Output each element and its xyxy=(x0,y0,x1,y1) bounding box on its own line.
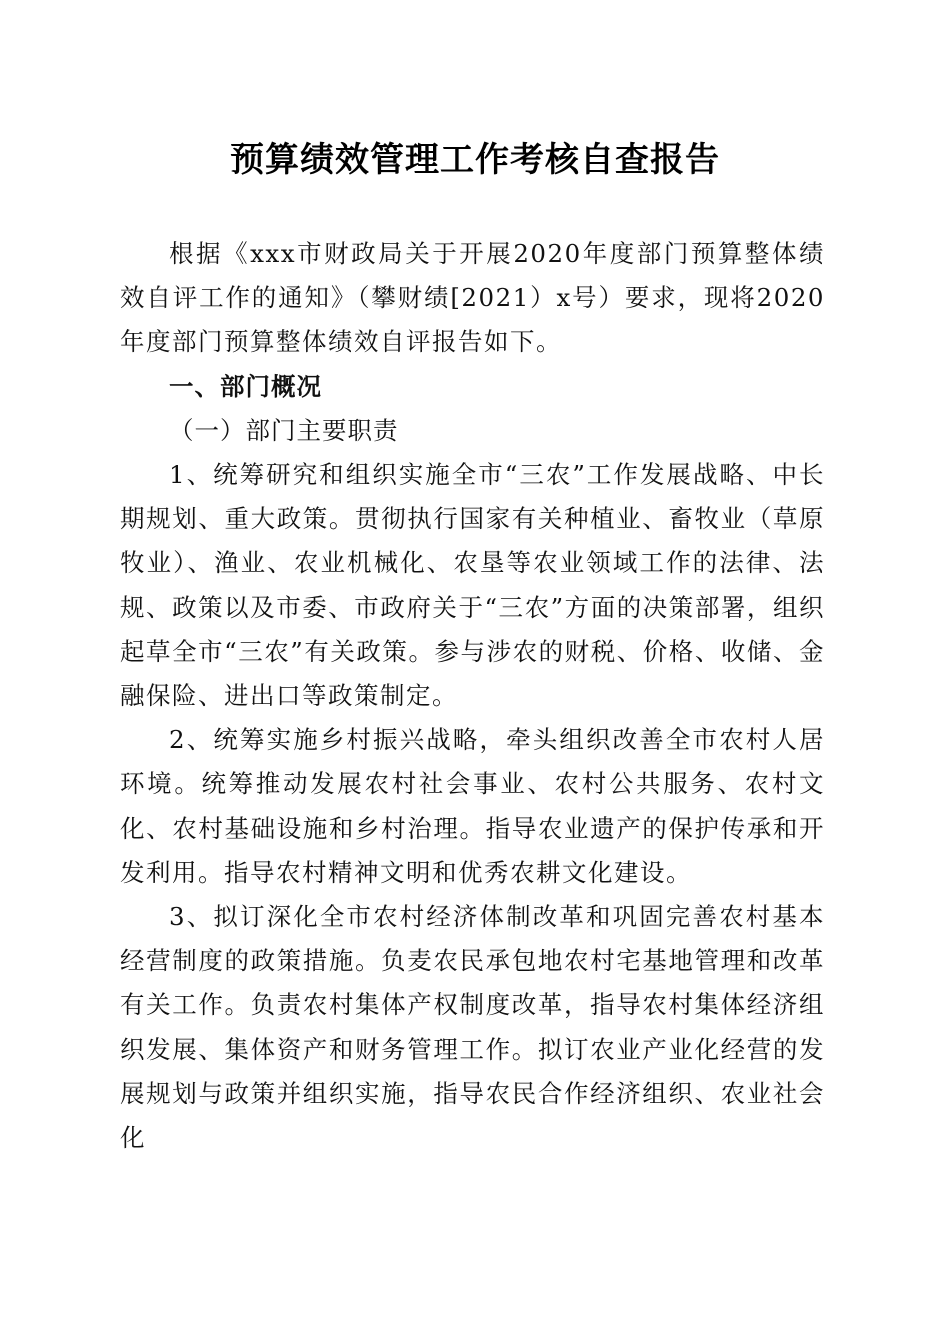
duty-paragraph-1: 1、统筹研究和组织实施全市“三农”工作发展战略、中长期规划、重大政策。贯彻执行国家有关种植业、畜牧业（草原牧业）、渔业、农业机械化、农垦等农业领域工作的法律、法规、政策以及市委、市政府关于“三农”方面的决策部署，组织起草全市“三农”有关政策。参与涉农的财税、价格、收储、金融保险、进出口等政策制定。 xyxy=(120,460,825,711)
section-heading-department-overview: 一、部门概况 xyxy=(169,371,322,401)
duty-paragraph-2: 2、统筹实施乡村振兴战略，牵头组织改善全市农村人居环境。统筹推动发展农村社会事业、农村公共服务、农村文化、农村基础设施和乡村治理。指导农业遗产的保护传承和开发利用。指导农村精神文明和优秀农耕文化建设。 xyxy=(120,725,825,887)
intro-paragraph: 根据《xxx市财政局关于开展2020年度部门预算整体绩效自评工作的通知》（攀财绩[2021）x号）要求，现将2020年度部门预算整体绩效自评报告如下。 xyxy=(120,239,825,357)
duty-paragraph-3: 3、拟订深化全市农村经济体制改革和巩固完善农村基本经营制度的政策措施。负麦农民承包地农村宅基地管理和改革有关工作。负责农村集体产权制度改革，指导农村集体经济组织发展、集体资产和财务管理工作。拟订农业产业化经营的发展规划与政策并组织实施，指导农民合作经济组织、农业社会化 xyxy=(120,902,825,1153)
document-title: 预算绩效管理工作考核自查报告 xyxy=(230,140,720,180)
document-body xyxy=(120,232,825,1160)
subsection-heading-main-duties: （一）部门主要职责 xyxy=(169,415,399,445)
